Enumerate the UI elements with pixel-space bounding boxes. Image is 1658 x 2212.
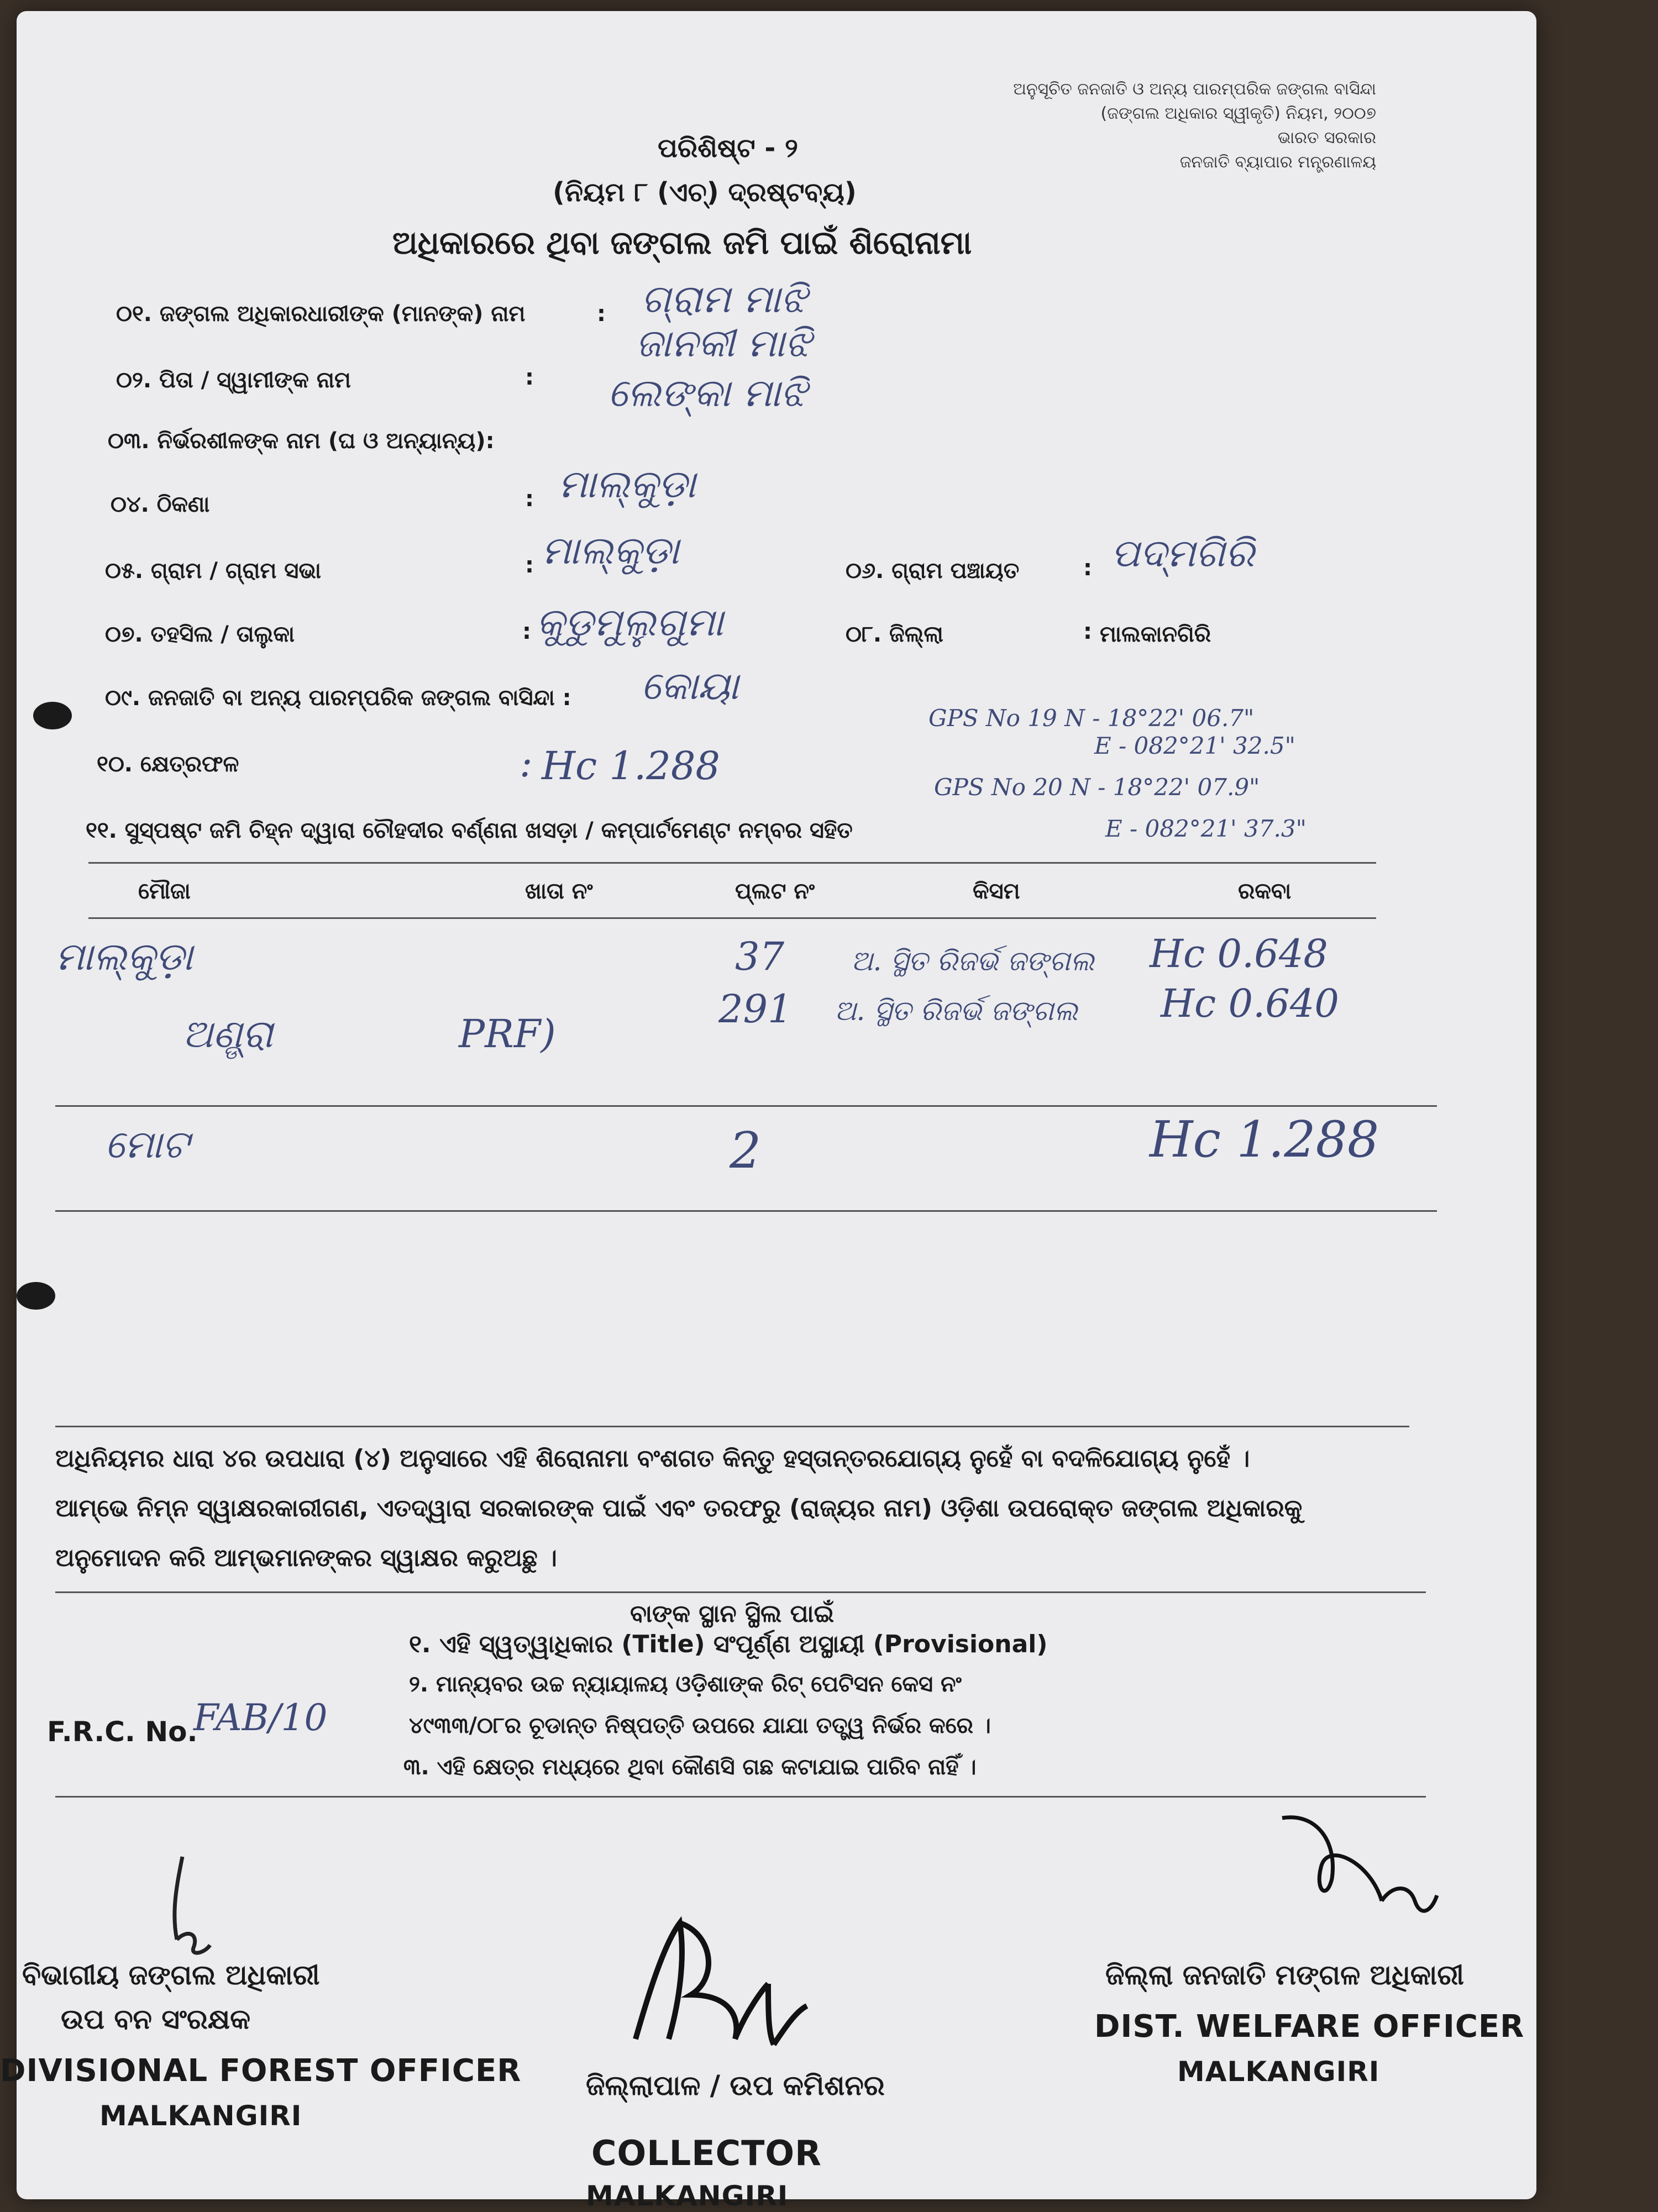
- table-row-2-mouza: ଅଣ୍ଡ୍ରା: [182, 1011, 273, 1057]
- header-line: ଭାରତ ସରକାର: [1277, 128, 1376, 148]
- dwo-place: MALKANGIRI: [1177, 2056, 1380, 2088]
- header-line: ଅନୁସୂଚିତ ଜନଜାତି ଓ ଅନ୍ୟ ପାରମ୍ପରିକ ଜଙ୍ଗଲ ବାସିନ୍ଦା: [1013, 80, 1376, 99]
- colon: :: [520, 740, 533, 786]
- punch-hole: [33, 702, 72, 729]
- table-total-label: ମୋଟ: [105, 1122, 189, 1167]
- field-04-value: ମାଲ୍କୁଡ଼ା: [558, 461, 696, 507]
- field-03-label: ୦୩. ନିର୍ଭରଶୀଳଙ୍କ ନାମ (ଘ ଓ ଅନ୍ୟାନ୍ୟ):: [108, 428, 495, 454]
- field-04-label: ୦୪. ଠିକଣା: [111, 492, 210, 517]
- table-header-mouza: ମୌଜା: [138, 879, 191, 904]
- field-10-label: ୧୦. କ୍ଷେତ୍ରଫଳ: [97, 752, 239, 777]
- field-02-value: ଲେଙ୍କା ମାଝି: [608, 370, 807, 416]
- dfo-odia-title: ବିଭାଗୀୟ ଜଙ୍ଗଲ ଅଧିକାରୀ: [22, 1959, 320, 1991]
- field-02-label: ୦୨. ପିତା / ସ୍ୱାମୀଙ୍କ ନାମ: [116, 367, 351, 393]
- dwo-english-title: DIST. WELFARE OFFICER: [1094, 2009, 1525, 2045]
- colon: :: [525, 553, 534, 578]
- stamp-line-4: ୩. ଏହି କ୍ଷେତ୍ର ମଧ୍ୟରେ ଥିବା କୌଣସି ଗଛ କଟାଯାଇ ପାରିବ ନାହିଁ ।: [403, 1754, 977, 1780]
- field-07-value: କୁଡୁମୁଲୁଗୁମା: [536, 600, 723, 645]
- field-09-value: କୋୟା: [641, 663, 739, 708]
- field-05-label: ୦୫. ଗ୍ରାମ / ଗ୍ରାମ ସଭା: [105, 558, 321, 584]
- signature-center: [602, 1901, 823, 2067]
- field-08-label: ୦୮. ଜିଲ୍ଲା: [846, 622, 943, 647]
- declaration-line: ଅନୁମୋଦନ କରି ଆମ୍ଭମାନଙ୍କର ସ୍ୱାକ୍ଷର କରୁଅଛୁ ।: [55, 1544, 557, 1572]
- gps-line-1: GPS No 19 N - 18°22' 06.7": [928, 705, 1255, 732]
- field-01-value: ଗ୍ରାମ ମାଝି: [641, 276, 807, 322]
- field-11-label: ୧୧. ସୁସ୍ପଷ୍ଟ ଜମି ଚିହ୍ନ ଦ୍ୱାରା ଚୌହଦୀର ବର୍ଣ୍ଣନା ଖସଡ଼ା / କମ୍ପାର୍ଟମେଣ୍ଟ ନମ୍ବର ସହିତ: [86, 818, 853, 843]
- field-09-label: ୦୯. ଜନଜାତି ବା ଅନ୍ୟ ପାରମ୍ପରିକ ଜଙ୍ଗଲ ବାସିନ୍ଦା :: [105, 685, 571, 711]
- divider: [55, 1591, 1426, 1593]
- table-row-1-kisam: ଅ. ସ୍ଥିତ ରିଜର୍ଭ ଜଙ୍ଗଲ: [851, 945, 1095, 977]
- field-06-label: ୦୬. ଗ୍ରାମ ପଞ୍ଚାୟତ: [846, 558, 1020, 584]
- divider: [55, 1796, 1426, 1798]
- rule-reference: (ନିୟମ ୮ (ଏଚ୍) ଦ୍ରଷ୍ଟବ୍ୟ): [553, 177, 857, 208]
- field-01-value-2: ଜାନକୀ ମାଝି: [636, 320, 811, 366]
- table-row-2-area: Hc 0.640: [1161, 981, 1339, 1026]
- table-header-plot: ପ୍ଲଟ ନଂ: [735, 879, 815, 904]
- declaration-line: ଅଧିନିୟମର ଧାରା ୪ର ଉପଧାରା (୪) ଅନୁସାରେ ଏହି ଶିରୋନାମା ବଂଶଗତ କିନ୍ତୁ ହସ୍ତାନ୍ତରଯୋଗ୍ୟ ନୁହେଁ ବା ବଦଳିଯୋଗ୍ୟ ନୁହେଁ ।: [55, 1444, 1250, 1473]
- field-10-value: Hc 1.288: [542, 743, 720, 789]
- table-row-1-area: Hc 0.648: [1150, 931, 1328, 976]
- colon: :: [522, 619, 531, 644]
- gps-line-4: E - 082°21' 37.3": [1105, 815, 1307, 842]
- divider: [88, 862, 1376, 864]
- table-total-area: Hc 1.288: [1150, 1111, 1379, 1169]
- frc-label: F.R.C. No.: [47, 1716, 198, 1748]
- dwo-odia-title: ଜିଲ୍ଲା ଜନଜାତି ମଙ୍ଗଳ ଅଧିକାରୀ: [1105, 1959, 1465, 1991]
- stamp-line-2: ୨. ମାନ୍ୟବର ଉଚ୍ଚ ନ୍ୟାୟାଳୟ ଓଡ଼ିଶାଙ୍କ ରିଟ୍ ପେଟିସନ କେସ ନଂ: [409, 1672, 962, 1697]
- divider: [55, 1426, 1409, 1427]
- field-01-label: ୦୧. ଜଙ୍ଗଲ ଅଧିକାରଧାରୀଙ୍କ (ମାନଙ୍କ) ନାମ: [116, 301, 526, 327]
- annexure-label: ପରିଶିଷ୍ଟ - ୨: [658, 133, 798, 164]
- frc-value: FAB/10: [193, 1696, 328, 1739]
- table-row-1-plot: 37: [735, 934, 785, 979]
- field-08-value: ମାଲକାନଗିରି: [1100, 622, 1211, 647]
- header-right-block: [1013, 77, 1376, 175]
- colon: :: [1083, 619, 1092, 644]
- stamp-line-3: ୪୯୩୩/୦୮ର ଚୂଡାନ୍ତ ନିଷ୍ପତ୍ତି ଉପରେ ଯାଯା ତତ୍ତ୍ୱ ନିର୍ଭର କରେ ।: [409, 1713, 991, 1738]
- divider: [55, 1210, 1437, 1212]
- table-header-kisam: କିସମ: [973, 879, 1020, 904]
- dfo-english-title: DIVISIONAL FOREST OFFICER: [0, 2053, 522, 2089]
- header-line: (ଜଙ୍ଗଲ ଅଧିକାର ସ୍ୱୀକୃତି) ନିୟମ, ୨୦୦୭: [1100, 104, 1376, 123]
- declaration-line: ଆମ୍ଭେ ନିମ୍ନ ସ୍ୱାକ୍ଷରକାରୀଗଣ, ଏତଦ୍ୱାରା ସରକାରଙ୍କ ପାଇଁ ଏବଂ ତରଫରୁ (ରାଜ୍ୟର ନାମ) ଓଡ଼ିଶା ଉପରୋକ୍ତ ଜଙ୍ଗଲ ଅଧିକାରକୁ: [55, 1494, 1303, 1522]
- table-header-khata: ଖାତା ନଂ: [525, 879, 593, 904]
- gps-line-3: GPS No 20 N - 18°22' 07.9": [934, 774, 1260, 801]
- colon: :: [597, 301, 606, 327]
- collector-place: MALKANGIRI: [586, 2180, 789, 2212]
- table-row-2-plot: 291: [718, 986, 793, 1032]
- table-total-count: 2: [730, 1122, 762, 1180]
- dfo-place: MALKANGIRI: [99, 2100, 302, 2132]
- divider: [55, 1105, 1437, 1107]
- divider: [88, 917, 1376, 919]
- table-row-2-kisam: ଅ. ସ୍ଥିତ ରିଜର୍ଭ ଜଙ୍ଗଲ: [835, 995, 1078, 1027]
- collector-odia-title: ଜିଲ୍ଲାପାଳ / ଉପ କମିଶନର: [586, 2069, 885, 2101]
- table-row-1-mouza: ମାଲ୍କୁଡ଼ା: [55, 934, 193, 979]
- field-06-value: ପଦ୍ମଗିରି: [1111, 530, 1255, 576]
- table-row-2-khata: PRF): [459, 1011, 556, 1057]
- colon: :: [525, 486, 534, 512]
- stamp-line-1: ୧. ଏହି ସ୍ୱତ୍ୱାଧିକାର (Title) ସଂପୂର୍ଣ୍ଣ ଅସ୍ଥାୟୀ (Provisional): [409, 1630, 1048, 1658]
- field-05-value: ମାଲ୍କୁଡ଼ା: [542, 528, 679, 573]
- colon: :: [1083, 555, 1092, 581]
- collector-english-title: COLLECTOR: [591, 2133, 822, 2173]
- stamp-title: ବାଙ୍କ ସ୍ଥାନ ସ୍ଥିଲ ପାଇଁ: [630, 1600, 835, 1628]
- gps-line-2: E - 082°21' 32.5": [1094, 732, 1295, 759]
- signature-left: [138, 1851, 249, 1973]
- dfo-odia-subtitle: ଉପ ବନ ସଂରକ୍ଷକ: [61, 2003, 251, 2035]
- signature-right: [1271, 1807, 1448, 1962]
- field-07-label: ୦୭. ତହସିଲ / ତାଲୁକା: [105, 622, 295, 647]
- colon: :: [525, 365, 534, 390]
- document-title: ଅଧିକାରରେ ଥିବା ଜଙ୍ଗଲ ଜମି ପାଇଁ ଶିରୋନାମା: [392, 224, 972, 261]
- table-header-area: ରକବା: [1238, 879, 1292, 904]
- declaration-text: [55, 1434, 1302, 1583]
- header-line: ଜନଜାତି ବ୍ୟାପାର ମନ୍ତ୍ରଣାଳୟ: [1179, 153, 1376, 172]
- punch-hole: [17, 1282, 55, 1310]
